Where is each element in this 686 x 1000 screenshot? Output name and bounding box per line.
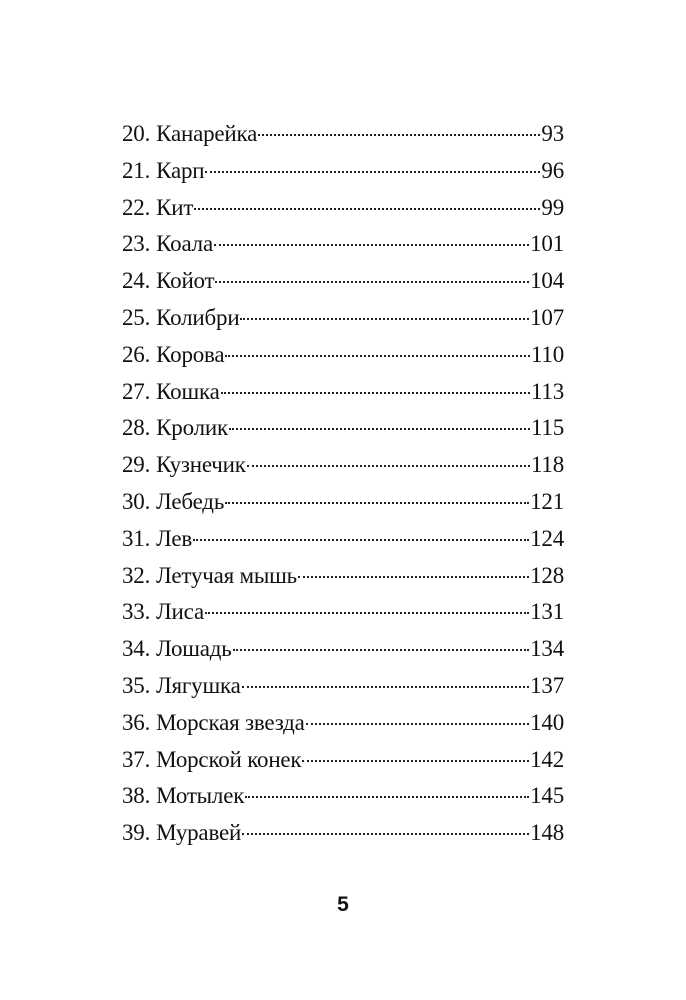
toc-entry xyxy=(122,778,564,815)
toc-entry-title: Кролик xyxy=(156,415,228,441)
toc-entry-title: Карп xyxy=(156,157,205,183)
toc-entry xyxy=(122,594,564,631)
toc-entry-page: 145 xyxy=(530,783,564,809)
toc-entry-page: 131 xyxy=(530,599,564,625)
toc-entry-number: 22. xyxy=(122,194,151,220)
toc-entry-number: 30. xyxy=(122,488,151,514)
dot-leader xyxy=(229,428,530,430)
toc-entry xyxy=(122,153,564,190)
toc-entry-title: Лошадь xyxy=(156,636,232,662)
toc-entry xyxy=(122,337,564,374)
dot-leader xyxy=(205,171,540,173)
toc-entry-page: 96 xyxy=(541,157,564,183)
toc-entry xyxy=(122,263,564,300)
toc-entry-number: 20. xyxy=(122,121,151,146)
toc-entry-number: 23. xyxy=(122,231,151,257)
toc-entry xyxy=(122,815,564,852)
toc-entry-number: 39. xyxy=(122,820,151,846)
toc-entry-title: Мотылек xyxy=(156,783,245,809)
toc-entry-number: 28. xyxy=(122,415,151,441)
toc-entry-page: 142 xyxy=(530,746,564,772)
page-number: 5 xyxy=(337,893,349,916)
toc-entry-number: 35. xyxy=(122,672,151,698)
toc-entry-page: 113 xyxy=(530,378,564,404)
dot-leader xyxy=(298,576,529,578)
toc-entry-page: 137 xyxy=(530,672,564,698)
dot-leader xyxy=(242,833,529,835)
toc-entry xyxy=(122,742,564,779)
toc-entry-page: 110 xyxy=(530,341,564,367)
dot-leader xyxy=(215,281,529,283)
dot-leader xyxy=(247,465,530,467)
toc-entry-number: 37. xyxy=(122,746,151,772)
dot-leader xyxy=(240,318,529,320)
toc-entry xyxy=(122,447,564,484)
toc-entry xyxy=(122,300,564,337)
toc-entry-page: 115 xyxy=(530,415,564,441)
toc-entry-page: 140 xyxy=(530,709,564,735)
toc-entry-title: Лев xyxy=(156,525,193,551)
toc-entry-number: 25. xyxy=(122,304,151,330)
dot-leader xyxy=(205,612,529,614)
toc-entry-page: 107 xyxy=(530,304,564,330)
toc-entry xyxy=(122,116,564,153)
dot-leader xyxy=(221,392,530,394)
toc-entry-title: Коала xyxy=(156,231,213,257)
toc-entry-page: 93 xyxy=(541,121,564,146)
toc-entry-number: 21. xyxy=(122,157,151,183)
toc-entry xyxy=(122,190,564,227)
toc-entry-page: 118 xyxy=(530,452,564,478)
dot-leader xyxy=(302,760,529,762)
toc-entry-title: Канарейка xyxy=(156,121,258,146)
dot-leader xyxy=(233,649,530,651)
toc-entry-page: 121 xyxy=(530,488,564,514)
toc-entry-number: 32. xyxy=(122,562,151,588)
toc-entry-title: Лебедь xyxy=(156,488,225,514)
dot-leader xyxy=(214,244,529,246)
table-of-contents xyxy=(122,116,564,852)
toc-entry xyxy=(122,410,564,447)
toc-entry-number: 29. xyxy=(122,452,151,478)
toc-entry-number: 26. xyxy=(122,341,151,367)
toc-entry-title: Лиса xyxy=(156,599,204,625)
dot-leader xyxy=(258,134,540,136)
dot-leader xyxy=(225,502,529,504)
toc-entry-title: Летучая мышь xyxy=(156,562,297,588)
toc-entry-page: 148 xyxy=(530,820,564,846)
toc-entry-page: 134 xyxy=(530,636,564,662)
toc-entry xyxy=(122,374,564,411)
toc-entry xyxy=(122,631,564,668)
toc-entry-title: Кузнечик xyxy=(156,452,246,478)
toc-entry xyxy=(122,226,564,263)
toc-entry-title: Морской конек xyxy=(156,746,302,772)
toc-entry-title: Корова xyxy=(156,341,225,367)
dot-leader xyxy=(242,686,529,688)
toc-entry xyxy=(122,521,564,558)
toc-entry-title: Муравей xyxy=(156,820,242,846)
toc-entry-title: Койот xyxy=(156,268,215,294)
toc-entry-number: 38. xyxy=(122,783,151,809)
toc-entry-page: 99 xyxy=(541,194,564,220)
dot-leader xyxy=(306,723,529,725)
toc-entry-title: Морская звезда xyxy=(156,709,305,735)
toc-entry-page: 124 xyxy=(530,525,564,551)
toc-entry-title: Кошка xyxy=(156,378,220,404)
toc-entry xyxy=(122,705,564,742)
dot-leader xyxy=(225,355,530,357)
toc-entry-title: Лягушка xyxy=(156,672,241,698)
toc-entry-number: 27. xyxy=(122,378,151,404)
toc-entry-page: 128 xyxy=(530,562,564,588)
toc-entry xyxy=(122,668,564,705)
toc-entry xyxy=(122,558,564,595)
dot-leader xyxy=(245,796,529,798)
toc-entry-number: 24. xyxy=(122,268,151,294)
dot-leader xyxy=(193,539,529,541)
toc-entry-number: 31. xyxy=(122,525,151,551)
dot-leader xyxy=(194,208,540,210)
toc-entry xyxy=(122,484,564,521)
toc-entry-page: 101 xyxy=(530,231,564,257)
toc-entry-title: Кит xyxy=(156,194,194,220)
toc-entry-page: 104 xyxy=(530,268,564,294)
toc-entry-title: Колибри xyxy=(156,304,240,330)
toc-entry-number: 33. xyxy=(122,599,151,625)
toc-entry-number: 36. xyxy=(122,709,151,735)
toc-entry-number: 34. xyxy=(122,636,151,662)
